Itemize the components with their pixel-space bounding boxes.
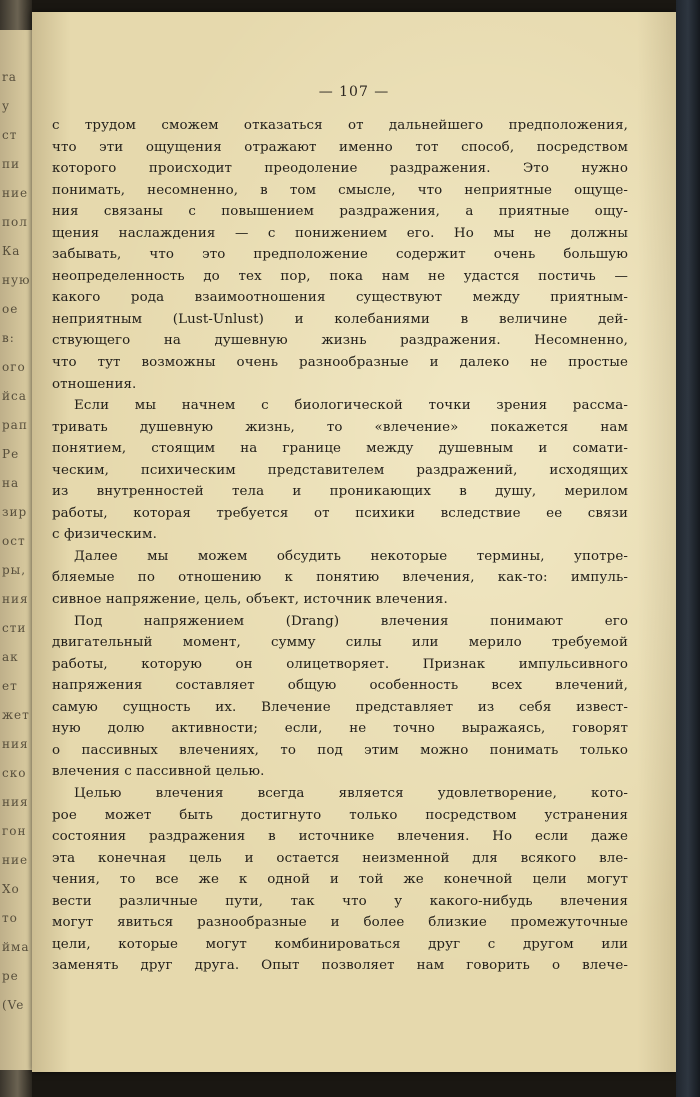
left-page-fragment: ную — [2, 273, 31, 287]
text-line: Под напряжением (Drang) влечения понимают его — [74, 613, 628, 629]
text-line: ную долю активности; если, не точно выражаясь, говорят — [52, 721, 628, 737]
text-line: понимать, несомненно, в том смысле, что неприятные ощуще- — [52, 182, 628, 198]
page-number: — 107 — — [318, 84, 390, 100]
text-line: о пассивных влечениях, то под этим можно понимать только — [52, 742, 628, 758]
text-line: неопределенность до тех пор, пока нам не удастся постичь — — [52, 268, 628, 284]
book-binding-right — [676, 0, 700, 1097]
book-page — [32, 12, 676, 1072]
left-page-fragment: ост — [2, 534, 26, 548]
left-page-fragment: ния — [2, 795, 29, 809]
text-line: какого рода взаимоотношения существуют между приятным- — [52, 290, 628, 306]
left-page-fragment: зир — [2, 505, 28, 519]
left-page-fragment: то — [2, 911, 18, 925]
left-page-fragment: гон — [2, 824, 27, 838]
left-page-fragment: рап — [2, 418, 28, 432]
text-line: работы, которую он олицетворяет. Признак импульсивного — [52, 656, 628, 672]
left-page-fragment: ния — [2, 592, 29, 606]
text-line: которого происходит преодоление раздражения. Это нужно — [52, 161, 628, 177]
text-line: понятием, стоящим на границе между душевным и сомати- — [52, 441, 628, 457]
left-page-fragment: ак — [2, 650, 19, 664]
text-line: тривать душевную жизнь, то «влечение» покажется нам — [52, 419, 628, 435]
text-line: что эти ощущения отражают именно тот способ, посредством — [52, 139, 628, 155]
page-body-text — [52, 115, 628, 977]
text-line: цели, которые могут комбинироваться друг с другом или — [52, 936, 628, 952]
left-page-fragment: ние — [2, 186, 29, 200]
left-page-fragment: Хо — [2, 882, 20, 896]
text-line: забывать, что это предположение содержит очень большую — [52, 247, 628, 263]
text-line: бляемые по отношению к понятию влечения, как-то: импуль- — [52, 570, 628, 586]
left-page-fragment: на — [2, 476, 20, 490]
left-page-fragment: (Ve — [2, 998, 25, 1012]
text-line: эта конечная цель и остается неизменной для всякого вле- — [52, 850, 628, 866]
left-page-fragment: ско — [2, 766, 27, 780]
left-page-fragment: сти — [2, 621, 27, 635]
text-line: неприятным (Lust-Unlust) и колебаниями в величине дей- — [52, 311, 628, 327]
left-page-fragment: Ре — [2, 447, 20, 461]
left-page-fragment: ra — [2, 70, 17, 84]
text-line: самую сущность их. Влечение представляет из себя извест- — [52, 699, 628, 715]
left-page-fragment: ние — [2, 853, 29, 867]
text-line: что тут возможны очень разнообразные и далеко не простые — [52, 355, 628, 371]
text-line: с физическим. — [52, 527, 157, 543]
left-page-fragment: йса — [2, 389, 27, 403]
left-page-fragment: в: — [2, 331, 15, 345]
text-line: ствующего на душевную жизнь раздражения. Несомненно, — [52, 333, 628, 349]
text-line: состояния раздражения в источнике влечения. Но если даже — [52, 829, 628, 845]
left-page-fragment: Ка — [2, 244, 21, 258]
text-line: Если мы начнем с биологической точки зрения рассма- — [74, 398, 628, 414]
text-line: ния связаны с повышением раздражения, а приятные ощу- — [52, 204, 628, 220]
text-line: рое может быть достигнуто только посредством устранения — [52, 807, 628, 823]
text-line: сивное напряжение, цель, объект, источник влечения. — [52, 592, 448, 608]
text-line: влечения с пассивной целью. — [52, 764, 265, 780]
left-page-fragment: пол — [2, 215, 28, 229]
left-page-fragment: ре — [2, 969, 19, 983]
text-line: двигательный момент, сумму силы или мерило требуемой — [52, 635, 628, 651]
left-page-fragment: у — [2, 99, 11, 113]
left-page-fragment: ет — [2, 679, 18, 693]
left-page-fragment: ния — [2, 737, 29, 751]
left-page-fragment: йма — [2, 940, 30, 954]
text-line: вести различные пути, так что у какого-нибудь влечения — [52, 893, 628, 909]
text-line: работы, которая требуется от психики вследствие ее связи — [52, 505, 628, 521]
text-line: чения, то все же к одной и той же конечной цели могут — [52, 872, 628, 888]
text-line: напряжения составляет общую особенность всех влечений, — [52, 678, 628, 694]
text-line: с трудом сможем отказаться от дальнейшего предположения, — [52, 118, 628, 133]
text-line: заменять друг друга. Опыт позволяет нам говорить о влече- — [52, 958, 628, 974]
text-line: отношения. — [52, 376, 137, 392]
text-line: щения наслаждения — с понижением его. Но мы не должны — [52, 225, 628, 241]
text-line: из внутренностей тела и проникающих в душу, мерилом — [52, 484, 628, 500]
left-page-fragment: ое — [2, 302, 19, 316]
left-page-fragment: ст — [2, 128, 18, 142]
text-line: могут явиться разнообразные и более близкие промежуточные — [52, 915, 628, 931]
text-line: ческим, психическим представителем раздражений, исходящих — [52, 462, 628, 478]
text-line: Целью влечения всегда является удовлетворение, кото- — [74, 785, 628, 801]
left-page-fragment: пи — [2, 157, 20, 171]
text-line: Далее мы можем обсудить некоторые термины, употре- — [74, 548, 628, 564]
left-page-fragment: ого — [2, 360, 26, 374]
left-page-fragment: жет — [2, 708, 30, 722]
left-page-fragment: ры, — [2, 563, 27, 577]
